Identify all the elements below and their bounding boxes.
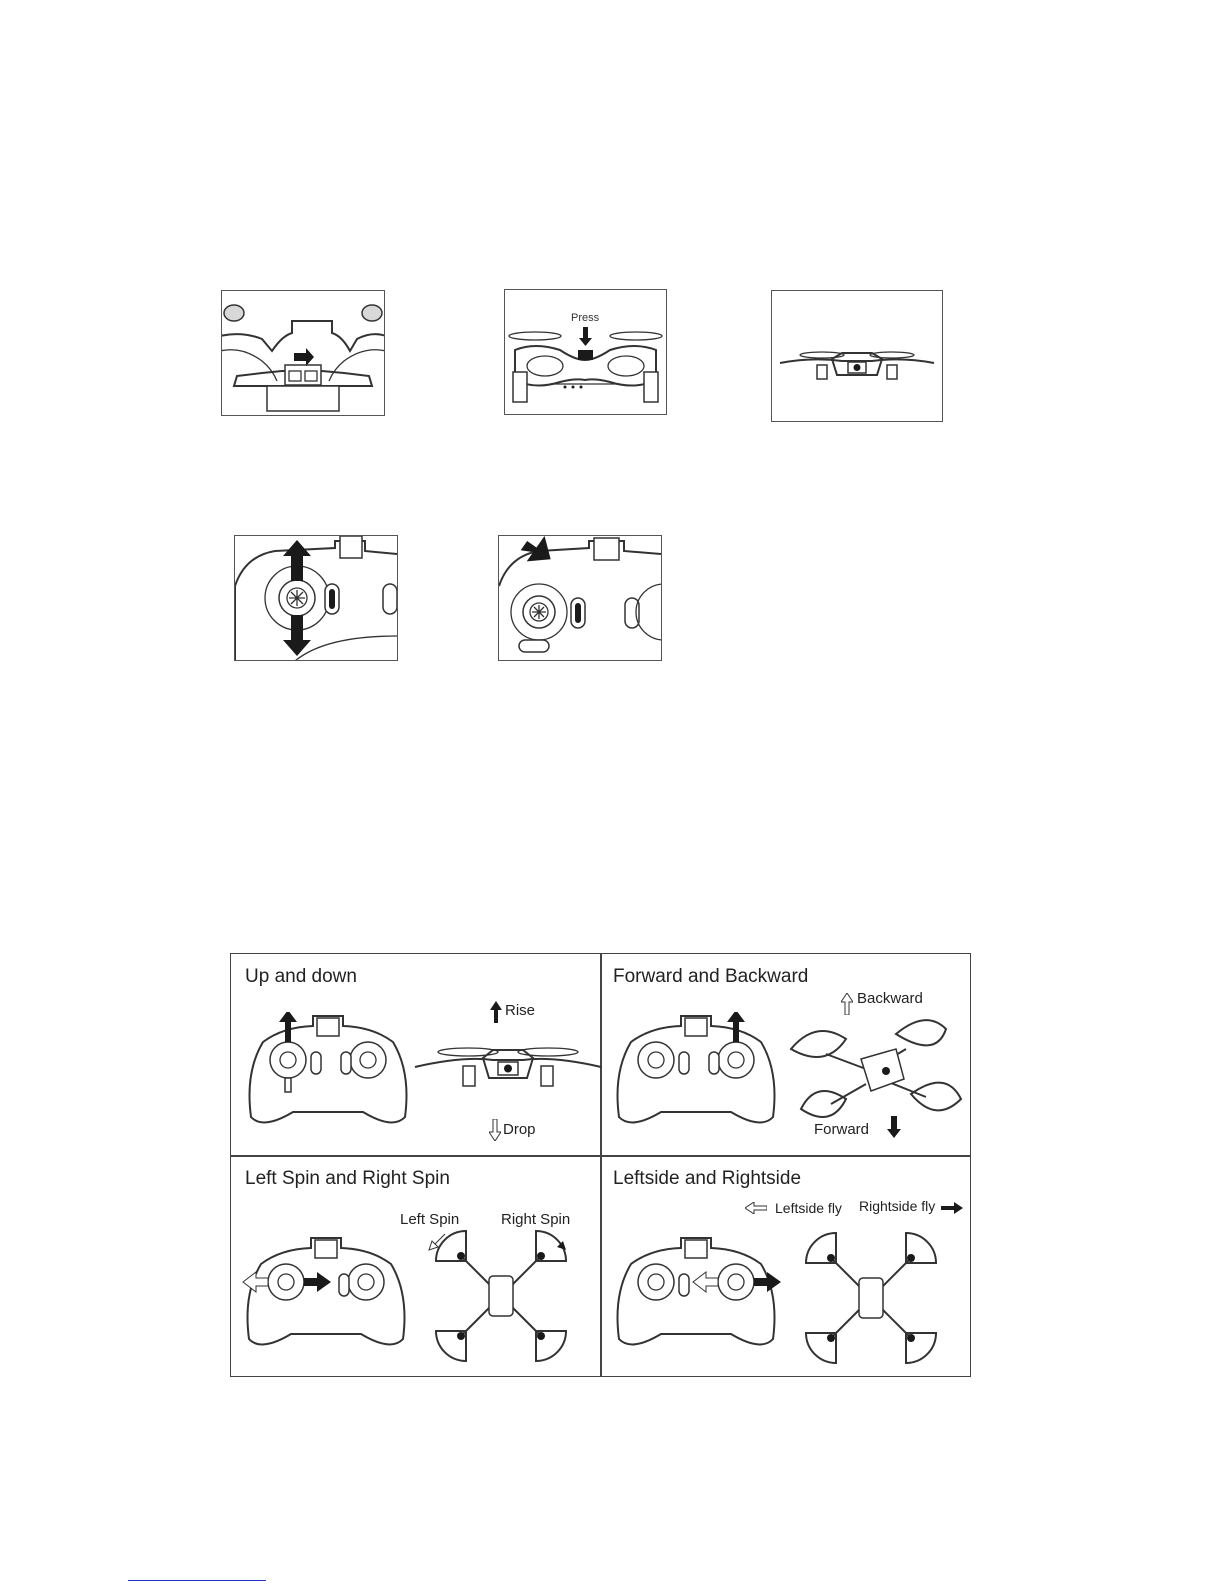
drone-iso-illustration bbox=[786, 1009, 966, 1134]
drop-arrow-icon bbox=[489, 1119, 501, 1141]
figure-press-power bbox=[504, 289, 667, 415]
figure-throttle-updown bbox=[234, 535, 398, 661]
right-spin-label: Right Spin bbox=[501, 1211, 571, 1228]
cell-title: Leftside and Rightside bbox=[613, 1168, 802, 1189]
control-table bbox=[230, 953, 971, 1377]
figure-battery-switch bbox=[221, 290, 385, 416]
cell-up-down bbox=[231, 954, 600, 1155]
footer-link-underline[interactable] bbox=[128, 1580, 266, 1581]
backward-label: Backward bbox=[857, 990, 923, 1007]
cell-title: Left Spin and Right Spin bbox=[245, 1168, 450, 1189]
controller-illustration bbox=[243, 1012, 413, 1132]
drop-label: Drop bbox=[503, 1121, 536, 1138]
controller-illustration bbox=[611, 1234, 781, 1354]
cell-forward-backward bbox=[601, 954, 971, 1155]
press-label: Press bbox=[571, 312, 600, 324]
rightside-fly-label: Rightside fly bbox=[859, 1198, 936, 1214]
figure-drone-front bbox=[771, 290, 943, 422]
rise-label: Rise bbox=[505, 1002, 536, 1019]
cell-leftside-rightside bbox=[601, 1156, 971, 1376]
controller-illustration bbox=[611, 1012, 781, 1132]
figure-press-corner-button bbox=[498, 535, 662, 661]
forward-arrow-icon bbox=[887, 1116, 901, 1138]
controller-illustration bbox=[241, 1234, 411, 1354]
rise-arrow-icon bbox=[490, 1001, 502, 1023]
right-spin-arrow-icon bbox=[546, 1232, 568, 1252]
leftside-arrow-icon bbox=[745, 1202, 767, 1214]
forward-label: Forward bbox=[814, 1121, 870, 1138]
cell-left-right-spin bbox=[231, 1156, 600, 1376]
leftside-fly-label: Leftside fly bbox=[775, 1200, 842, 1216]
drone-front-illustration bbox=[413, 1032, 603, 1102]
cell-title: Up and down bbox=[245, 966, 357, 987]
drone-top-illustration bbox=[801, 1228, 941, 1368]
backward-arrow-icon bbox=[841, 993, 853, 1015]
rightside-arrow-icon bbox=[941, 1202, 963, 1214]
left-spin-arrow-icon bbox=[427, 1232, 449, 1252]
left-spin-label: Left Spin bbox=[400, 1211, 460, 1228]
cell-title: Forward and Backward bbox=[613, 966, 809, 987]
